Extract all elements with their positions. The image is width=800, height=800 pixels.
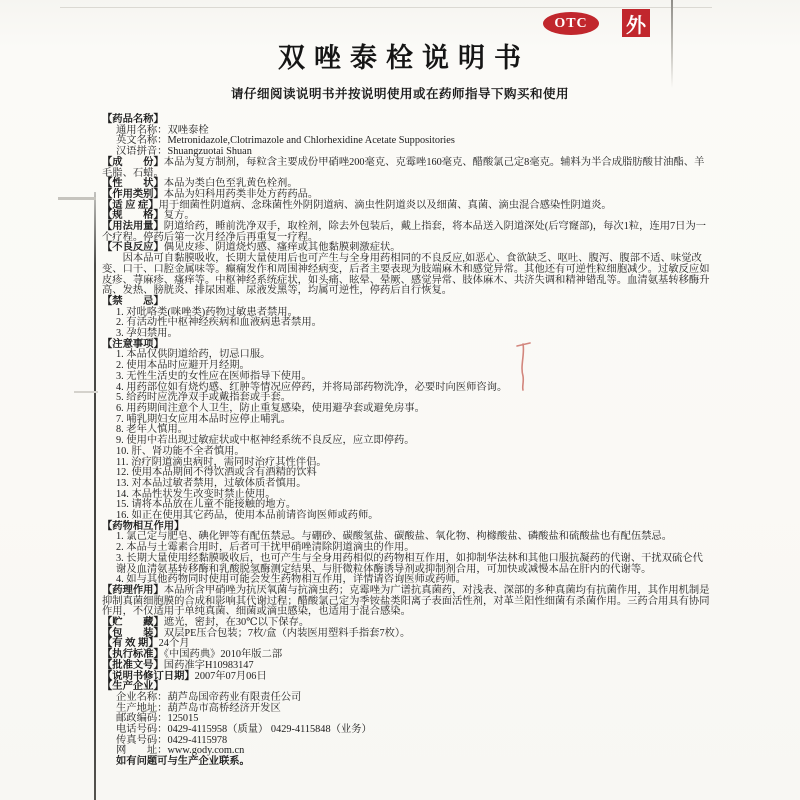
section-inline-text: 《中国药典》2010年版二部 [163, 649, 283, 661]
section-label: 【说明书修订日期】 [102, 670, 195, 682]
section-subline: 汉语拼音：Shuangzuotai Shuan [116, 146, 252, 158]
section-label: 【药理作用】 [102, 584, 164, 596]
section-label: 【性 状】 [102, 178, 164, 190]
section-inline-text: 用于细菌性阴道病、念珠菌性外阴阴道病、滴虫性阴道炎以及细菌、真菌、滴虫混合感染性阴道炎。 [158, 199, 612, 211]
section-list-item: 14. 本品性状发生改变时禁止使用。 [116, 488, 276, 500]
section-inline-text: 2007年07月06日 [194, 670, 267, 682]
section-list-item: 16. 如正在使用其它药品，使用本品前请咨询医师或药师。 [116, 510, 379, 522]
section-list-item: 2. 本品与土霉素合用时，后者可干扰甲硝唑清除阴道滴虫的作用。 [116, 542, 415, 554]
section-label: 【批准文号】 [102, 659, 164, 671]
section-list-item: 10. 肝、肾功能不全者慎用。 [116, 445, 245, 457]
section-list-item: 1. 本品仅供阴道给药，切忌口服。 [116, 349, 271, 361]
section-inline-text: 双层PE压合包装；7枚/盒（内装医用塑料手指套7枚）。 [163, 627, 411, 639]
leaflet-header [0, 0, 800, 102]
section-inline-text: 阴道给药，睡前洗净双手，取栓剂，除去外包装后，戴上指套，将本品送入阴道深处(后穹窿部)，每次1粒，连用7日为一个疗程。停药后第一次月经净后再重复一疗程。 [102, 221, 707, 243]
section-label: 【禁 忌】 [102, 295, 164, 307]
section-list-item: 1. 对吡咯类(咪唑类)药物过敏患者禁用。 [116, 306, 298, 318]
doc-sections [102, 115, 712, 768]
section-list-item: 8. 老年人慎用。 [116, 424, 189, 436]
section [102, 629, 712, 640]
section-subline: 网 址：www.gody.com.cn [116, 745, 245, 757]
section-label: 【生产企业】 [102, 681, 164, 693]
page-title: 双唑泰栓说明书 [278, 43, 530, 73]
section-label: 【药物相互作用】 [102, 520, 185, 532]
section-list-item: 15. 请将本品放在儿童不能接触的地方。 [116, 499, 297, 511]
scan-artifact-line [58, 197, 96, 200]
section-label: 【包 装】 [102, 627, 164, 639]
section-list-item: 1. 氯己定与肥皂、碘化钾等有配伍禁忌。与硼砂、碳酸氢盐、碳酸盐、氧化物、枸橼酸盐、磷酸盐和硫酸盐也有配伍禁忌。 [116, 531, 673, 543]
section-label: 【药品名称】 [102, 114, 164, 125]
section-label: 【作用类别】 [102, 188, 164, 200]
section-inline-text: 本品所含甲硝唑为抗厌氧菌与抗滴虫药；克霉唑为广谱抗真菌药，对浅表、深部的多种真菌均有抗菌作用，其作用机制是抑制真菌细胞膜的合成和影响其代谢过程；醋酸氯己定为季铵盐类阳离子表面活性剂，对革兰阳性细菌有杀菌作用。三药合用具有协同作用，不仅适用于单纯真菌、细菌或滴虫感染，也适用于混合感染。 [102, 584, 710, 618]
section-note: 如有问题可与生产企业联系。 [116, 756, 250, 768]
section-label: 【执行标准】 [102, 649, 164, 661]
section-list-item: 3. 长期大量使用经黏膜吸收后，也可产生与全身用药相似的药物相互作用，如抑制华法林和其他口服抗凝药的代谢、干扰双硫仑代谢及血清氨基转移酶和乳酸脱氢酶测定结果、与肝微粒体酶诱导剂或抑制剂合用，可加快或减慢本品在肝内的代谢等。 [116, 552, 703, 575]
section-list-item: 4. 用药部位如有烧灼感、红肿等情况应停药，并将局部药物洗净，必要时向医师咨询。 [116, 381, 508, 393]
section-heading [102, 586, 712, 618]
section-heading [102, 629, 712, 640]
section [102, 222, 712, 243]
section-list-item: 5. 给药时应洗净双手或戴指套或手套。 [116, 392, 292, 404]
section-list-item: 9. 使用中若出现过敏症状或中枢神经系统不良反应，应立即停药。 [116, 435, 415, 447]
section-heading [102, 672, 712, 683]
section-list-item: 12. 使用本品期间不得饮酒或含有酒精的饮料 [116, 467, 317, 479]
section-label: 【成 份】 [102, 156, 164, 168]
section-subline: 邮政编码：125015 [116, 713, 199, 725]
section-inline-text: 复方。 [163, 210, 195, 222]
section-list-item: 6. 用药期间注意个人卫生，防止重复感染，使用避孕套或避免房事。 [116, 402, 425, 414]
section [102, 115, 712, 158]
section-label: 【不良反应】 [102, 242, 164, 254]
paper-left-fold-line [94, 192, 96, 800]
section-list-item: 4. 如与其他药物同时使用可能会发生药物相互作用，详情请咨询医师或药师。 [116, 574, 467, 586]
section-paragraph: 因本品可自黏膜吸收，长期大量使用后也可产生与全身用药相同的不良反应,如恶心、食欲缺乏、呕吐、腹泻、腹部不适、味觉改变、口干、口腔金属味等。癫痫发作和周围神经病变，后者主要表现为肢端麻木和感觉异常。其他还有可逆性粒细胞减少。过敏反应如皮疹、荨麻疹、瘙痒等。中枢神经系统症状，如头痛、眩晕、晕厥、感觉异常、肢体麻木、共济失调和精神错乱等。血清氨基转移酶升高、发热、膀胱炎、排尿困难、尿液发黑等，均属可逆性，停药后自行恢复。 [102, 253, 710, 297]
otc-badge: OTC [543, 12, 599, 35]
section [102, 243, 712, 297]
section [102, 672, 712, 683]
section-inline-text: 本品为妇科用药类非处方药药品。 [163, 188, 319, 200]
section-subline: 生产地址：葫芦岛市高桥经济开发区 [116, 702, 281, 714]
section [102, 522, 712, 586]
section-list-item: 2. 有活动性中枢神经疾病和血液病患者禁用。 [116, 317, 322, 329]
section-list-item: 7. 哺乳期妇女应用本品时应停止哺乳。 [116, 413, 292, 425]
section-subline: 企业名称：葫芦岛国帝药业有限责任公司 [116, 691, 302, 703]
section-list-item: 2. 使用本品时应避开月经期。 [116, 360, 250, 372]
section-heading [102, 222, 712, 243]
section [102, 682, 712, 768]
section-label: 【注意事项】 [102, 338, 164, 350]
section-inline-text: 遮光，密封，在30℃以下保存。 [163, 617, 310, 629]
section-list-item: 3. 孕妇禁用。 [116, 328, 178, 340]
section-subline: 传真号码：0429-4115978 [116, 734, 228, 746]
external-use-badge: 外 [622, 9, 650, 37]
section-inline-text: 本品为复方制剂，每粒含主要成份甲硝唑200毫克、克霉唑160毫克、醋酸氯己定8毫克。辅料为半合成脂肪酸甘油酯、羊毛脂、石蜡。 [102, 156, 705, 179]
section-label: 【贮 藏】 [102, 617, 164, 629]
section-label: 【适 应 症】 [102, 199, 159, 211]
section [102, 158, 712, 179]
section-label: 【规 格】 [102, 210, 164, 222]
section-subline: 英文名称：Metronidazole,Clotrimazole and Chlorhexidine Acetate Suppositories [116, 135, 455, 147]
section-list-item: 3. 无性生活史的女性应在医师指导下使用。 [116, 370, 312, 382]
section-inline-text: 国药准字H10983147 [163, 659, 254, 671]
section-inline-text: 本品为类白色至乳黄色栓剂。 [163, 178, 298, 190]
section-list-item: 13. 对本品过敏者禁用，过敏体质者慎用。 [116, 477, 307, 489]
section-inline-text: 偶见皮疹、阴道烧灼感、瘙痒或其他黏膜刺激症状。 [163, 242, 401, 254]
section-label: 【有 效 期】 [102, 638, 159, 650]
section-subline: 通用名称：双唑泰栓 [116, 124, 209, 136]
section-list-item: 11. 治疗阴道滴虫病时，需同时治疗其性伴侣。 [116, 456, 327, 468]
section-inline-text: 24个月 [158, 638, 190, 650]
scan-artifact-line [74, 391, 98, 393]
page-subtitle: 请仔细阅读说明书并按说明使用或在药师指导下购买和使用 [230, 87, 569, 101]
section-subline: 电话号码：0429-4115958（质量） 0429-4115848（业务） [116, 724, 372, 736]
section-heading [102, 158, 712, 179]
section [102, 586, 712, 618]
section-label: 【用法用量】 [102, 221, 164, 233]
section [102, 297, 712, 340]
section [102, 340, 712, 522]
